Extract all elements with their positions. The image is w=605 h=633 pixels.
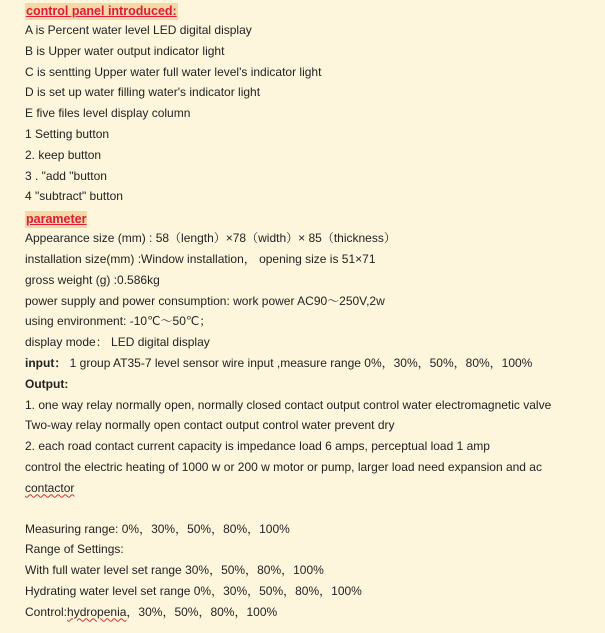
output-line-5 bbox=[25, 478, 595, 499]
output-line-5-text: contactor bbox=[25, 480, 75, 495]
param-appearance-size: Appearance size (mm) : 58（length）×78（width）× 85（thickness） bbox=[25, 231, 396, 246]
param-input-text: 1 group AT35-7 level sensor wire input ,measure range 0%，30%，50%，80%，100% bbox=[66, 355, 533, 370]
parameter-heading-row bbox=[25, 210, 595, 228]
range-control-wavy: hydropenia bbox=[67, 604, 127, 619]
range-settings-label: Range of Settings: bbox=[25, 542, 124, 557]
param-installation-size: installation size(mm) :Window installation， opening size is 51×71 bbox=[25, 251, 376, 266]
output-line-1: 1. one way relay normally open, normally closed contact output control water electromagnetic valve bbox=[25, 397, 552, 412]
range-measuring: Measuring range: 0%，30%，50%，80%，100% bbox=[25, 521, 290, 536]
range-full-water: With full water level set range 30%，50%，80%，100% bbox=[25, 563, 324, 578]
panel-line-b: B is Upper water output indicator light bbox=[25, 43, 225, 58]
parameter-heading: parameter bbox=[26, 212, 87, 227]
panel-line-c bbox=[25, 62, 595, 83]
parameter-section bbox=[25, 210, 595, 622]
panel-line-d: D is set up water filling water's indicator light bbox=[25, 85, 261, 100]
param-output-label: Output: bbox=[25, 376, 69, 391]
panel-line-c-text: C is sentting Upper water full water level's indicator light bbox=[25, 64, 322, 79]
param-input bbox=[25, 353, 595, 374]
output-line-4: control the electric heating of 1000 w or 200 w motor or pump, larger load need expansion and ac bbox=[25, 459, 542, 474]
control-panel-section bbox=[25, 2, 595, 207]
panel-line-e: E five files level display column bbox=[25, 106, 191, 121]
control-panel-heading: control panel introduced: bbox=[26, 4, 177, 18]
spacer bbox=[25, 499, 595, 519]
range-hydrating: Hydrating water level set range 0%，30%，50%，80%，100% bbox=[25, 583, 362, 598]
range-control bbox=[25, 602, 595, 623]
range-control-rest: ，30%，50%，80%，100% bbox=[126, 604, 278, 619]
param-input-label: input： bbox=[25, 355, 67, 370]
panel-line-1: 1 Setting button bbox=[25, 126, 110, 141]
panel-line-a: A is Percent water level LED digital display bbox=[25, 23, 252, 37]
param-power-supply: power supply and power consumption: work power AC90～250V,2w bbox=[25, 293, 385, 308]
param-gross-weight: gross weight (g) :0.586kg bbox=[25, 272, 160, 287]
panel-line-3: 3 . "add "button bbox=[25, 168, 107, 183]
output-line-3: 2. each road contact current capacity is impedance load 6 amps, perceptual load 1 amp bbox=[25, 439, 490, 454]
control-panel-heading-row bbox=[25, 2, 595, 20]
panel-line-4: 4 "subtract" button bbox=[25, 189, 123, 204]
panel-line-2: 2. keep button bbox=[25, 147, 102, 162]
param-display-mode: display mode： LED digital display bbox=[25, 335, 210, 350]
param-environment: using environment: -10℃～50℃； bbox=[25, 314, 212, 329]
output-line-2: Two-way relay normally open contact output control water prevent dry bbox=[25, 418, 395, 433]
range-control-label: Control: bbox=[25, 604, 68, 619]
